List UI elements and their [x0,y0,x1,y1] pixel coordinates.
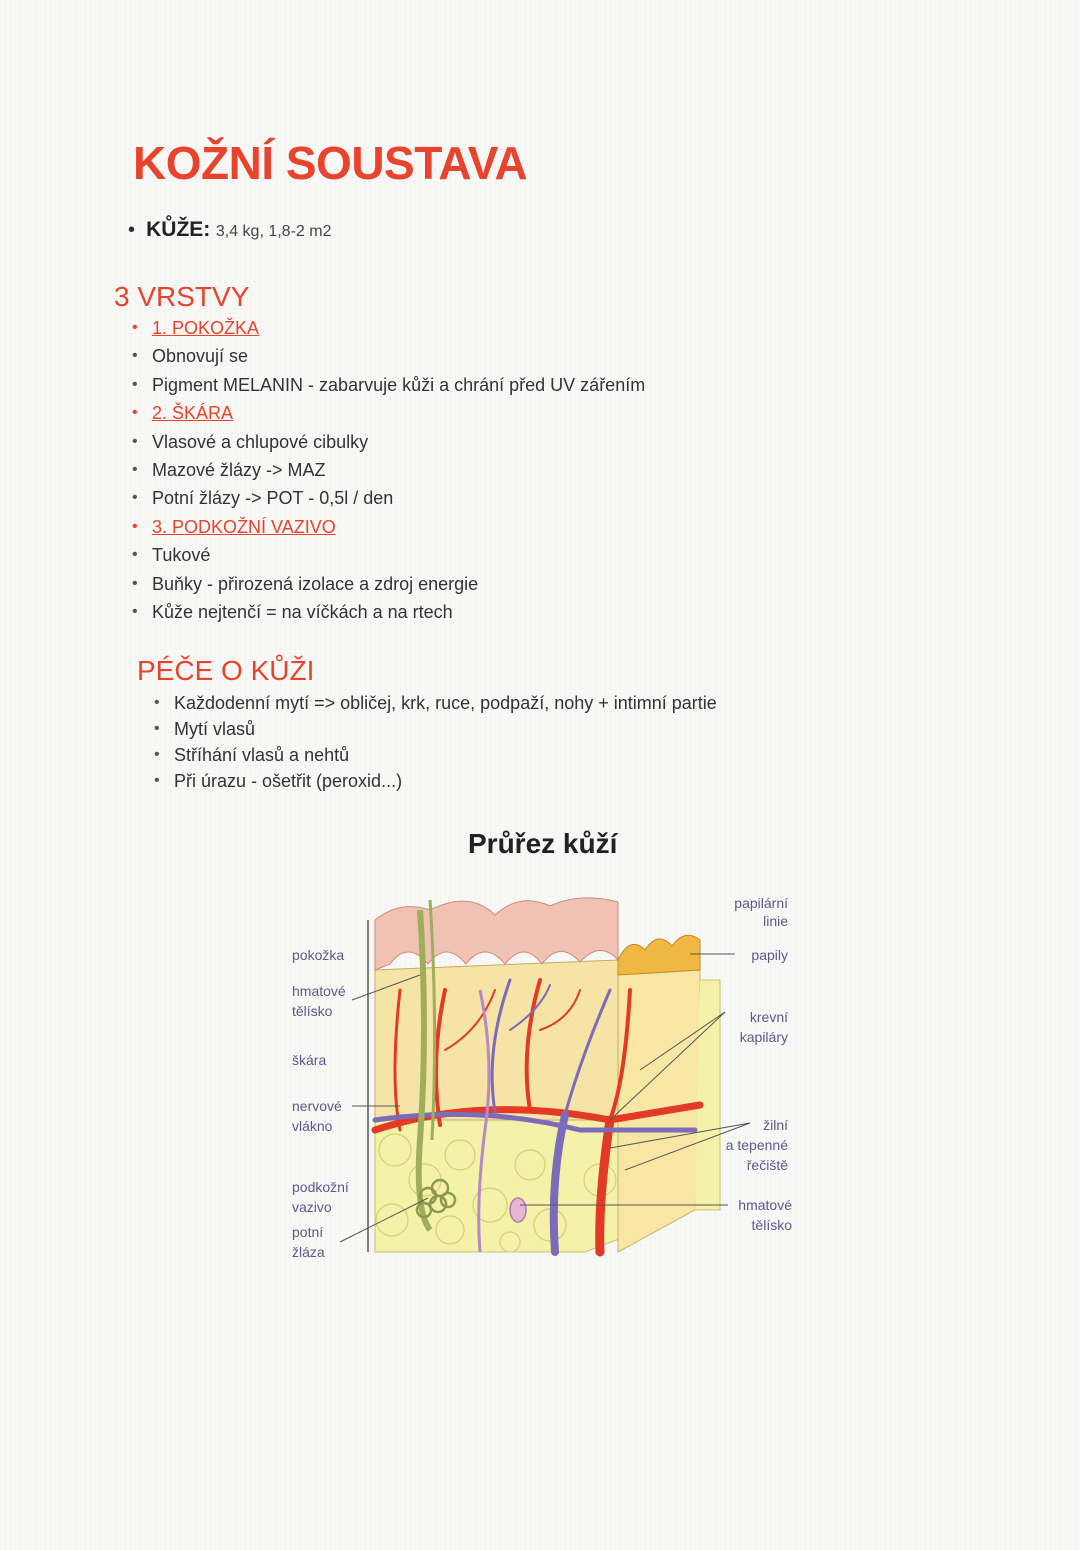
intro-line [128,218,331,242]
label-skara: škára [292,1052,327,1068]
label-gland-l1: potní [292,1224,324,1240]
label-touch-body-l1: hmatové [292,983,346,999]
intro-label: KŮŽE: [146,218,211,241]
label-subcut-l1: podkožní [292,1179,349,1195]
skin-cross-section-diagram [280,880,810,1270]
layers-list [130,314,645,626]
label-touch-body-l2: tělísko [292,1003,333,1019]
list-item: • Buňky - přirozená izolace a zdroj energie [130,570,645,598]
label-papillary-l1: papilární [734,895,788,911]
list-item: • Obnovují se [130,342,645,370]
list-item: • 1. POKOŽKA [130,314,645,342]
list-item: • 3. PODKOŽNÍ VAZIVO [130,513,645,541]
dermis-layer [375,960,618,1120]
intro-value: 3,4 kg, 1,8-2 m2 [215,223,332,240]
label-capillaries-l2: kapiláry [739,1029,788,1045]
touch-corpuscle [510,1198,526,1222]
care-list [152,690,717,794]
label-nerve-l2: vlákno [292,1118,333,1134]
label-vessels-l2: a tepenné [725,1137,788,1153]
label-subcut-l2: vazivo [292,1199,332,1215]
list-item: • Kůže nejtenčí = na víčkách a na rtech [130,598,645,626]
label-vessels-l3: řečiště [746,1157,788,1173]
list-item: • Tukové [130,541,645,569]
papillae [618,935,700,975]
figure-title: Průřez kůží [468,828,618,859]
label-nerve-l1: nervové [292,1098,342,1114]
page-title: KOŽNÍ SOUSTAVA [133,137,528,189]
list-item: • Pigment MELANIN - zabarvuje kůži a chrání před UV zářením [130,371,645,399]
list-item: • Mazové žlázy -> MAZ [130,456,645,484]
label-papillary-l2: linie [763,913,788,929]
label-vessels-l1: žilní [763,1117,788,1133]
label-papily: papily [751,947,788,963]
label-capillaries-l1: krevní [749,1009,788,1025]
label-touch-body-r2: tělísko [751,1217,792,1233]
label-gland-l2: žláza [292,1244,325,1260]
list-item: • Potní žlázy -> POT - 0,5l / den [130,484,645,512]
epidermis-layer [375,898,618,970]
care-heading: PÉČE O KŮŽI [137,655,315,686]
list-item: • 2. ŠKÁRA [130,399,645,427]
list-item: • Stříhání vlasů a nehtů [152,742,717,768]
list-item: • Vlasové a chlupové cibulky [130,428,645,456]
label-pokozka: pokožka [292,947,345,963]
list-item: • Mytí vlasů [152,716,717,742]
list-item: • Každodenní mytí => obličej, krk, ruce, podpaží, nohy + intimní partie [152,690,717,716]
list-item: • Při úrazu - ošetřit (peroxid...) [152,768,717,794]
bullet: • [128,219,147,241]
label-touch-body-r1: hmatové [738,1197,792,1213]
layers-heading: 3 VRSTVY [114,281,250,312]
